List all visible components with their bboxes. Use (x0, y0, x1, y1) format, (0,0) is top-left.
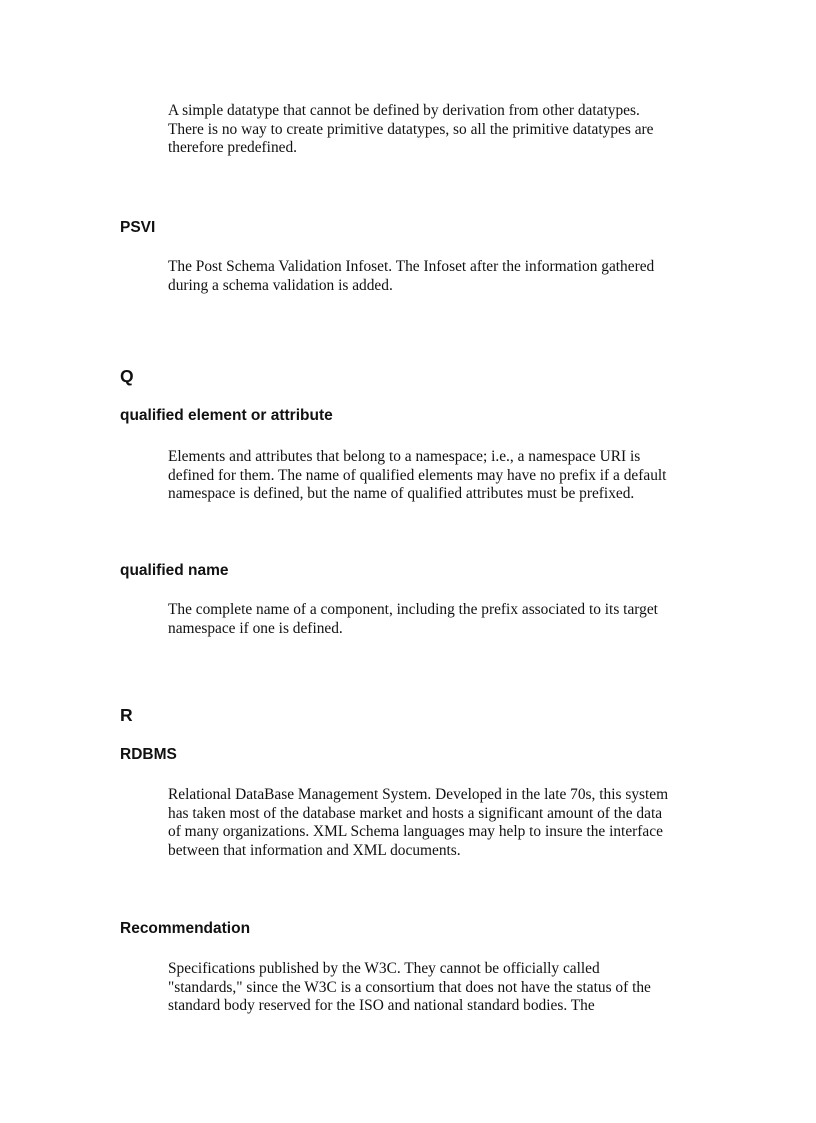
term-qualified-name: qualified name (120, 562, 229, 579)
term-rdbms: RDBMS (120, 746, 177, 763)
term-qualified-element-or-attribute: qualified element or attribute (120, 407, 333, 424)
primitive-datatype-definition: A simple datatype that cannot be defined by derivation from other datatypes. There is no way to create primitive datatypes, so all the primitive datatypes are therefore predefined. (168, 102, 654, 156)
definition-qualified-element-or-attribute: Elements and attributes that belong to a namespace; i.e., a namespace URI is defined for them. The name of qualified elements may have no prefix if a default namespace is defined, but the name of qualified attributes must be prefixed. (168, 448, 667, 502)
definition-psvi: The Post Schema Validation Infoset. The Infoset after the information gathered during a schema validation is added. (168, 258, 655, 294)
definition-rdbms: Relational DataBase Management System. Developed in the late 70s, this system has taken most of the database market and hosts a significant amount of the data of many organizations. XML Schema languages may help to insure the interface between that information and XML documents. (168, 786, 669, 859)
term-recommendation: Recommendation (120, 920, 251, 937)
definition-qualified-name: The complete name of a component, including the prefix associated to its target namespace if one is defined. (168, 601, 658, 637)
section-letter-q: Q (120, 366, 134, 386)
definition-recommendation: Specifications published by the W3C. They cannot be officially called "standards," since the W3C is a consortium that does not have the status of the standard body reserved for the ISO and national standard bodies. The (168, 960, 651, 1014)
section-letter-r: R (120, 705, 133, 725)
term-psvi: PSVI (120, 219, 156, 236)
